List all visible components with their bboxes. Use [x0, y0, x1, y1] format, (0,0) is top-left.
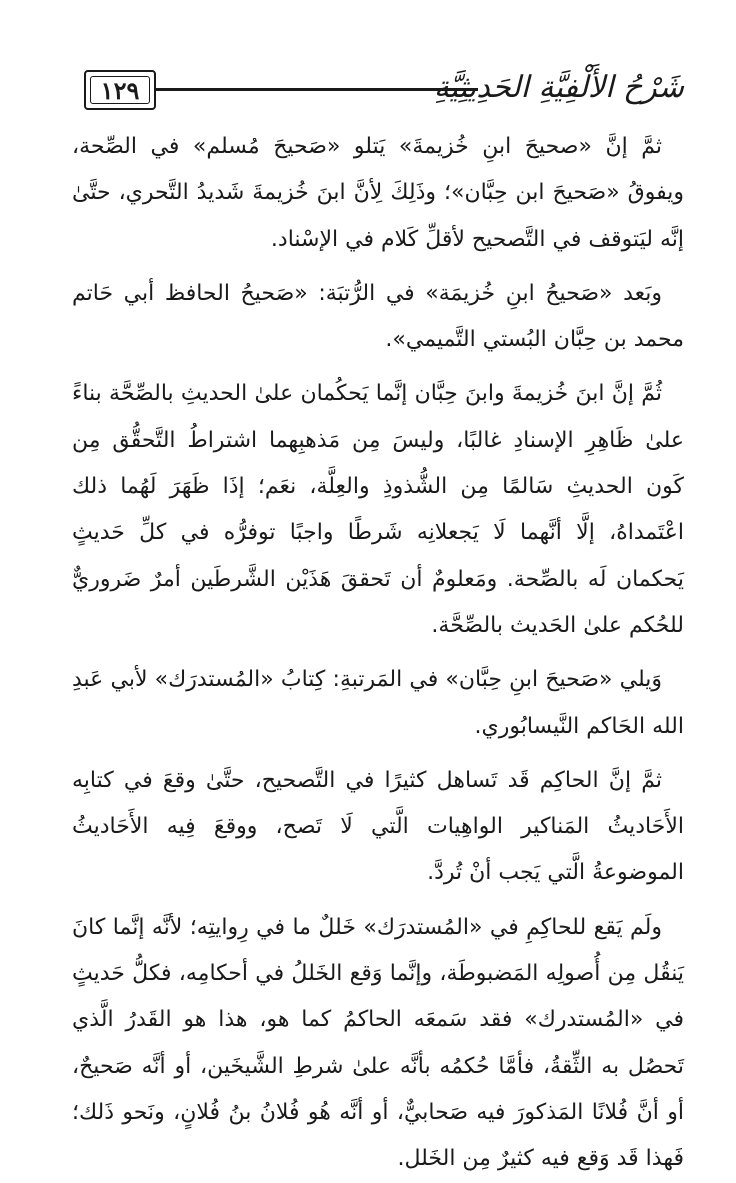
paragraph: ولَم يَقع للحاكِمِ في «المُستدرَك» خَللٌ ما في رِوايتِه؛ لأنَّه إنَّما كانَ يَنقُل مِن أُصولِه المَضبوطَة، وإنَّما وَقع الخَللُ في أحكامِه، فكلُّ حَديثٍ في «المُستدرك» فقد سَمعَه الحاكمُ كما هو، هذا هو القَدرُ الَّذي تَحصُل به الثِّقةُ، فأمَّا حُكمُه بأنَّه علىٰ شرطِ الشَّيخَين، أو أنَّه صَحيحٌ، أو أنَّ فُلانًا المَذكورَ فيه صَحابيٌّ، أو أنَّه هُو فُلانُ بنُ فُلانٍ، ونَحو ذَلك؛ فَهذا قَد وَقع فيه كثيرٌ مِن الخَلل.: [72, 914, 684, 1172]
paragraph: ثمَّ إنَّ «صحيحَ ابنِ خُزيمةَ» يَتلو «صَحيحَ مُسلم» في الصِّحة، ويفوقُ «صَحيحَ ابن حِبَّان»؛ وذَلِكَ لِأنَّ ابنَ خُزيمةَ شَديدُ التَّحري، حتَّىٰ إنَّه ليَتوقف في التَّصحيح لأقلِّ كَلام في الإسْناد.: [72, 134, 684, 252]
paragraph: ثُمَّ إنَّ ابنَ خُزيمةَ وابنَ حِبَّان إنَّما يَحكُمان علىٰ الحديثِ بالصِّحَّة بناءً علىٰ ظَاهِرِ الإسنادِ غالبًا، وليسَ مِن مَذهبِهما اشتراطُ التَّحقُّق مِن كَون الحديثِ سَالمًا مِن الشُّذوذِ والعِلَّة، نعَم؛ إذَا ظَهَرَ لَهُما ذلك اعْتَمداهُ، إلَّا أنَّهما لَا يَجعلانِه شَرطًا واجبًا توفرُّه في كلِّ حَديثٍ يَحكمان لَه بالصِّحة. ومَعلومٌ أن تَحققَ هَذَيْن الشَّرطَين أمرٌ ضَروريٌّ للحُكم علىٰ الحَديث بالصِّحَّة.: [72, 381, 684, 638]
book-title: شَرْحُ الأَلْفِيَّةِ الحَدِيثِيَّةِ: [433, 70, 684, 105]
page-number: ١٢٩: [100, 75, 140, 105]
paragraph: وَيلي «صَحيحَ ابنِ حِبَّان» في المَرتبةِ: كِتابُ «المُستدرَك» لأبي عَبدِ الله الحَاكم النَّيسابُوري.: [72, 667, 684, 739]
paragraph: وبَعد «صَحيحُ ابنِ خُزيمَة» في الرُّتبَة: «صَحيحُ الحافظ أبي حَاتم محمد بن حِبَّان البُستي التَّميمي».: [72, 280, 684, 353]
page-number-box: [84, 70, 156, 110]
paragraph: ثمَّ إنَّ الحاكِم قَد تَساهل كثيرًا في التَّصحيح، حتَّىٰ وقعَ في كتابِه الأَحَاديثُ المَناكير الواهِيات الَّتي لَا تَصح، ووقعَ فِيه الأَحَاديثُ الموضوعةُ الَّتي يَجب أنْ تُردَّ.: [72, 767, 684, 886]
header-rule: [156, 88, 478, 91]
main-text: [72, 124, 684, 1183]
running-header: [84, 66, 684, 124]
